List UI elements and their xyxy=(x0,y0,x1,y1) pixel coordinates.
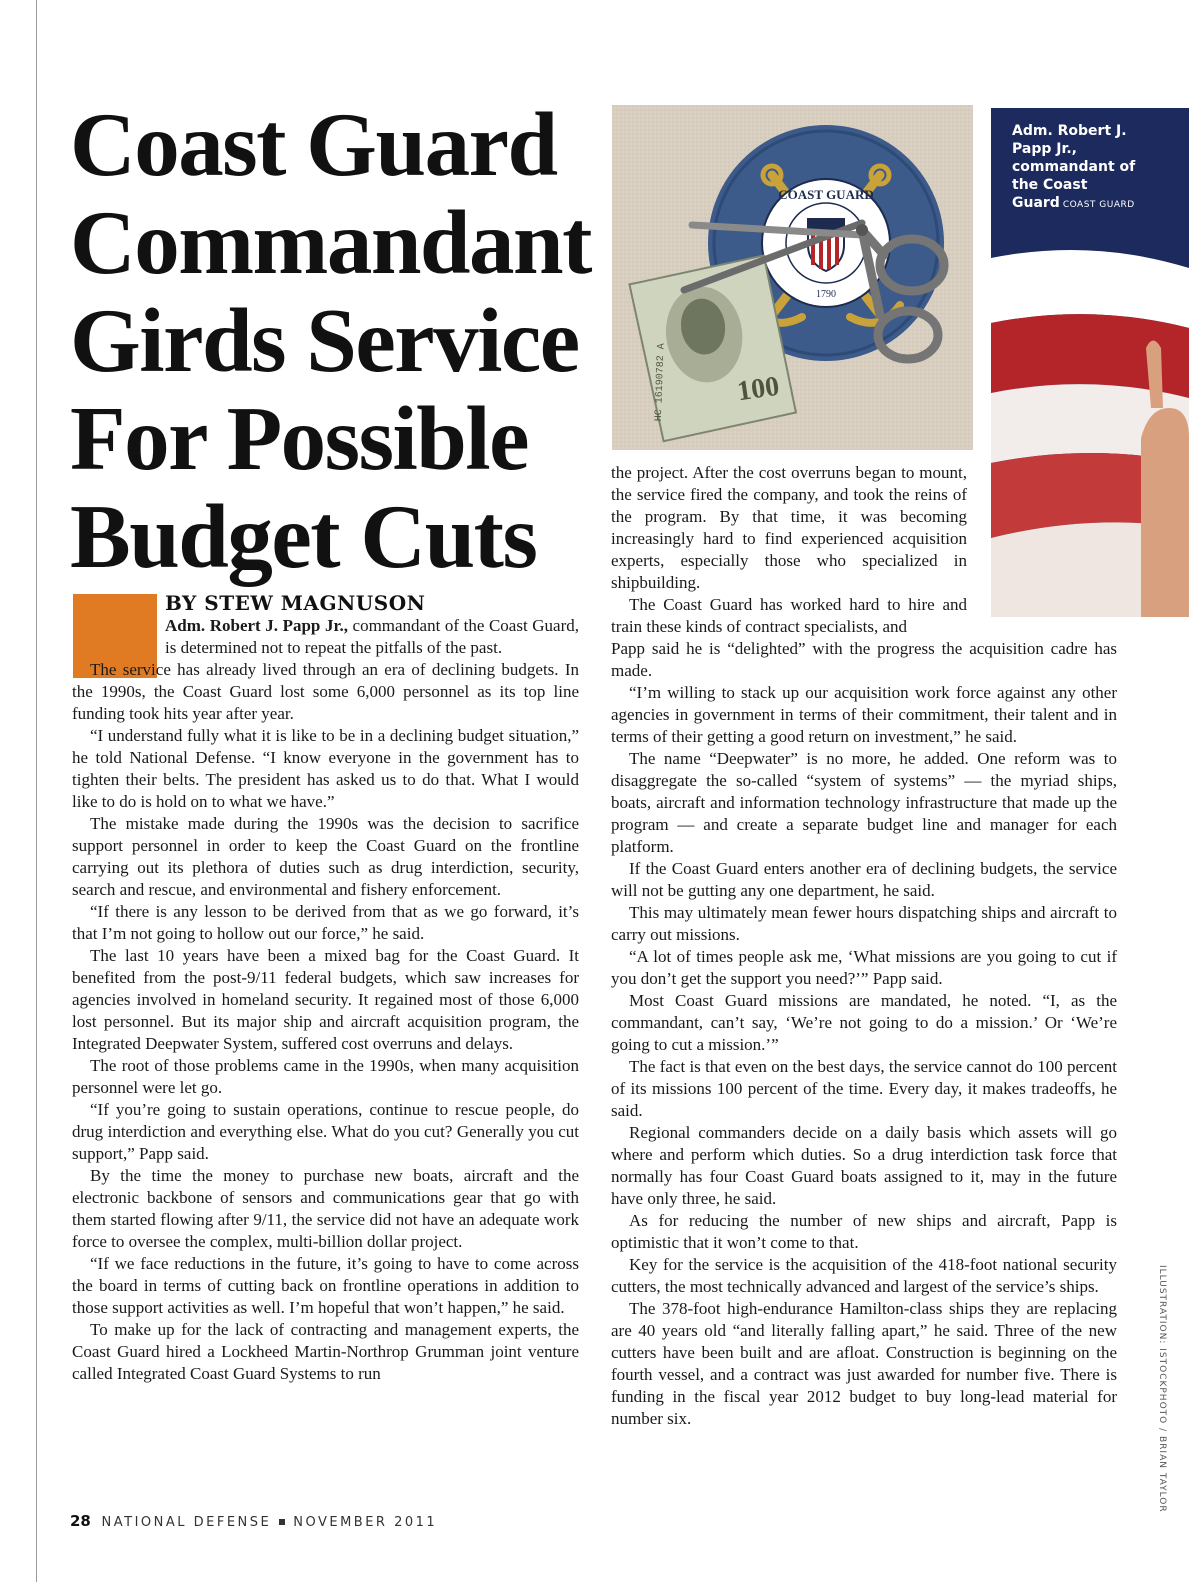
body-paragraph: The fact is that even on the best days, the service cannot do 100 percent of its missions 100 percent of the time. Every day, it makes tradeoffs, he said. xyxy=(611,1057,1117,1120)
illustration-graphic xyxy=(612,105,973,450)
headline-line-4: For Possible xyxy=(70,388,529,489)
lead-paragraph xyxy=(165,615,579,659)
byline: BY STEW MAGNUSON xyxy=(165,591,426,615)
body-paragraph: the project. After the cost overruns began to mount, the service fired the company, and took the reins of the program. By that time, it was becoming increasingly hard to find experienced acquisition experts, especially those who specialized in shipbuilding. xyxy=(611,463,967,592)
photo-caption xyxy=(1012,122,1162,214)
svg-text:1790: 1790 xyxy=(816,289,836,300)
lead-text: commandant of the Coast Guard, is determined not to repeat the pitfalls of the past. xyxy=(165,616,580,657)
body-paragraph: “If you’re going to sustain operations, continue to rescue people, do drug interdiction and everything else. What do you cut? Generally you cut support,” Papp said. xyxy=(72,1100,579,1163)
article-column-right xyxy=(611,638,1117,1430)
headline-line-2: Commandant xyxy=(70,192,591,293)
photo-credit: COAST GUARD xyxy=(1062,200,1135,210)
headline-line-5: Budget Cuts xyxy=(70,486,537,587)
article-column-right-top xyxy=(611,462,967,638)
publication-name: NATIONAL DEFENSE xyxy=(101,1515,272,1530)
body-paragraph: “If there is any lesson to be derived from that as we go forward, it’s that I’m not going to hollow out our force,” he said. xyxy=(72,902,579,943)
body-paragraph: The service has already lived through an era of declining budgets. In the 1990s, the Coast Guard lost some 6,000 personnel as its top line funding took hits year after year. xyxy=(72,660,579,723)
body-paragraph: “A lot of times people ask me, ‘What missions are you going to cut if you don’t get the support you need?’” Papp said. xyxy=(611,947,1117,988)
body-paragraph: The root of those problems came in the 1990s, when many acquisition personnel were let go. xyxy=(72,1056,579,1097)
lead-name: Adm. Robert J. Papp Jr., xyxy=(165,616,348,635)
body-paragraph: Key for the service is the acquisition of the 418-foot national security cutters, the most technically advanced and largest of the service’s ships. xyxy=(611,1255,1117,1296)
body-paragraph: “If we face reductions in the future, it’s going to have to come across the board in terms of cutting back on frontline operations in addition to those support activities as well. I’m hopeful that won’t happen,” he said. xyxy=(72,1254,579,1317)
body-paragraph: The Coast Guard has worked hard to hire and train these kinds of contract specialists, and xyxy=(611,595,967,636)
body-paragraph: If the Coast Guard enters another era of declining budgets, the service will not be gutting any one department, he said. xyxy=(611,859,1117,900)
body-paragraph: “I’m willing to stack up our acquisition work force against any other agencies in government in terms of their commitment, their talent and in terms of their getting a good return on investment,” he said. xyxy=(611,683,1117,746)
body-paragraph: Most Coast Guard missions are mandated, he noted. “I, as the commandant, can’t say, ‘We’re not going to do a mission.’ Or ‘We’re going to cut a mission.’” xyxy=(611,991,1117,1054)
body-paragraph: Papp said he is “delighted” with the progress the acquisition cadre has made. xyxy=(611,639,1117,680)
body-paragraph: Regional commanders decide on a daily basis which assets will go where and perform which duties. So a drug interdiction task force that normally has four Coast Guard boats assigned to it, may in the future have only three, he said. xyxy=(611,1123,1117,1208)
headline-line-3: Girds Service xyxy=(70,290,579,391)
svg-text:COAST GUARD: COAST GUARD xyxy=(778,187,874,202)
page-margin-rule xyxy=(36,0,37,1582)
body-paragraph: The 378-foot high-endurance Hamilton-class ships they are replacing are 40 years old “and literally falling apart,” he said. Three of the new cutters have been built and are afloat. Construction is beginning on the fourth vessel, and a contract was just awarded for number five. There is funding in the fiscal year 2012 budget to buy long-lead material for number six. xyxy=(611,1299,1117,1428)
body-paragraph: The name “Deepwater” is no more, he added. One reform was to disaggregate the so-called “system of systems” — the myriad ships, boats, aircraft and information technology infrastructure that made up the program — and create a separate budget line and manager for each platform. xyxy=(611,749,1117,856)
body-paragraph: This may ultimately mean fewer hours dispatching ships and aircraft to carry out missions. xyxy=(611,903,1117,944)
illustration-budget-cut xyxy=(612,105,973,450)
body-paragraph: By the time the money to purchase new boats, aircraft and the electronic backbone of sensors and communications gear that go with them started flowing after 9/11, the service did not have an adequate work force to oversee the complex, multi-billion dollar project. xyxy=(72,1166,579,1251)
body-paragraph: To make up for the lack of contracting and management experts, the Coast Guard hired a Lockheed Martin-Northrop Grumman joint venture called Integrated Coast Guard Systems to run xyxy=(72,1320,579,1383)
body-paragraph: The mistake made during the 1990s was the decision to sacrifice support personnel in order to keep the Coast Guard on the frontline carrying out its plethora of duties such as drug interdiction, security, search and rescue, and environmental and fishery enforcement. xyxy=(72,814,579,899)
headline xyxy=(70,96,600,586)
page-footer xyxy=(70,1512,437,1530)
headline-line-1: Coast Guard xyxy=(70,94,557,195)
body-paragraph: The last 10 years have been a mixed bag for the Coast Guard. It benefited from the post-9/11 federal budgets, which saw increases for agencies involved in homeland security. It regained most of those 6,000 lost personnel. But its major ship and aircraft acquisition program, the Integrated Deepwater System, suffered cost overruns and delays. xyxy=(72,946,579,1053)
body-paragraph: “I understand fully what it is like to be in a declining budget situation,” he told National Defense. “I know everyone in the government has to tighten their belts. The president has asked us to do that. What I would like to do is hold on to what we have.” xyxy=(72,726,579,811)
photo-caption-text: Adm. Robert J. Papp Jr., commandant of the Coast Guard xyxy=(1012,123,1136,211)
issue-date: NOVEMBER 2011 xyxy=(293,1515,438,1530)
illustration-credit: ILLUSTRATION: ISTOCKPHOTO / BRIAN TAYLOR xyxy=(1157,1265,1167,1513)
svg-text:HC 16190782 A: HC 16190782 A xyxy=(653,343,668,422)
body-paragraph: As for reducing the number of new ships and aircraft, Papp is optimistic that it won’t come to that. xyxy=(611,1211,1117,1252)
page-number: 28 xyxy=(70,1512,91,1530)
article-column-left xyxy=(72,615,579,1385)
svg-text:100: 100 xyxy=(735,370,782,408)
footer-separator xyxy=(279,1519,285,1525)
